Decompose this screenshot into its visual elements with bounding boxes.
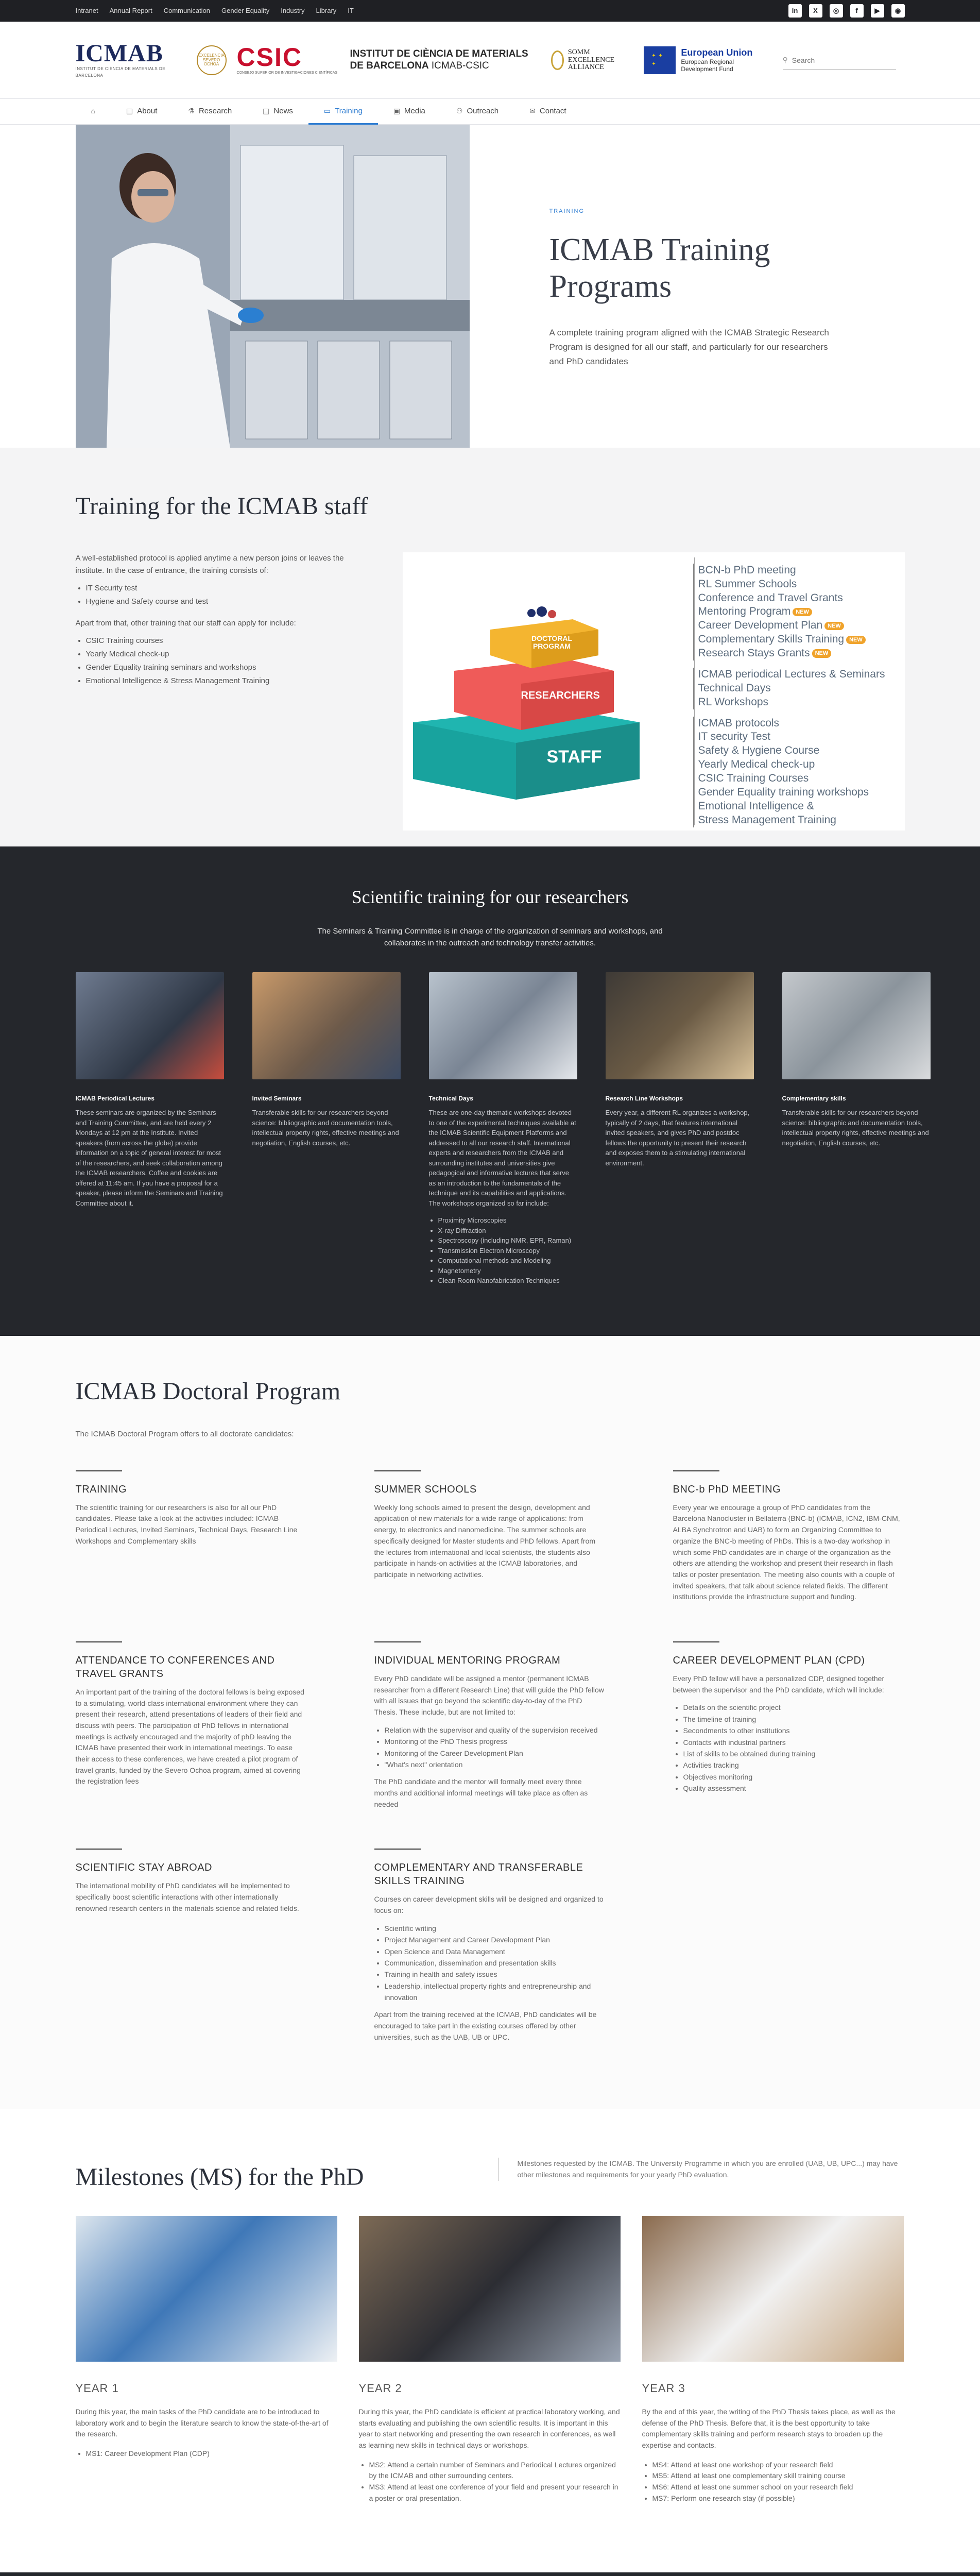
news-icon: ▤	[263, 107, 270, 115]
card-name: Technical Days	[428, 1095, 473, 1103]
list-item: • Open Science and Data Management	[385, 1946, 606, 1957]
training-group	[693, 668, 900, 709]
list-item: • Proximity Microscopies	[438, 1215, 577, 1226]
pyramid-middle-label: RESEARCHERS	[521, 689, 600, 701]
doctoral-item-text: Every PhD fellow will have a personalized CDP, designed together between the supervisor and the PhD candidate, which will include:	[673, 1674, 885, 1694]
researchers-subtitle: The Seminars & Training Committee is in charge of the organization of seminars and workshops, and collaborates in the outreach and technology transfer activities.	[317, 926, 663, 947]
top-link[interactable]: Intranet	[75, 6, 98, 14]
icmab-logo[interactable]	[76, 41, 186, 79]
researcher-card	[252, 972, 401, 1286]
doctoral-item-title: BNC-b PhD MEETING	[673, 1483, 781, 1495]
hero-section	[0, 125, 980, 448]
doctoral-item-text: Every year we encourage a group of PhD candidates from the Barcelona Nanocluster in Bellaterra (BNC-b) (ICMAB, ICN2, IBM-CNM, ALBA Synchrotron and UAB) to form an Organizing Committee to organize the BNC-b meeting of PhDs. This is a two-day workshop in which some PhD candidates are in charge of the organization as the others are attending the workshop and present their research in flash talks or poster presentation. The meeting also counts with a couple of invited speakers, that talk about science related fields. The different institutions provide the infrastructure support and funding.	[673, 1503, 900, 1601]
hero-title: ICMAB Training Programs	[549, 232, 770, 304]
researcher-card	[76, 972, 224, 1286]
nav-item-media[interactable]	[378, 99, 441, 125]
doctoral-item-title: TRAINING	[75, 1483, 127, 1495]
list-item: • IT Security test	[86, 582, 351, 595]
training-group	[693, 564, 900, 660]
training-item-label: Safety & Hygiene Course	[698, 744, 820, 757]
doctoral-item	[673, 1641, 905, 1815]
new-badge: NEW	[846, 636, 866, 644]
list-item: • Scientific writing	[385, 1923, 606, 1934]
card-photo	[76, 972, 224, 1079]
training-item	[698, 730, 900, 744]
list-item: • Details on the scientific project	[683, 1702, 905, 1713]
training-item-label: Conference and Travel Grants	[698, 591, 843, 604]
nav-label: About	[137, 106, 158, 115]
milestone-list	[86, 2448, 337, 2460]
training-item-label: RL Summer Schools	[698, 578, 797, 590]
flask-icon: ⚗	[188, 107, 195, 115]
training-item-label: Research Stays Grants	[698, 647, 810, 659]
nav-label: Training	[335, 106, 363, 115]
csic-logo-text: CSIC	[236, 43, 302, 72]
doctoral-title: ICMAB Doctoral Program	[75, 1378, 341, 1405]
training-pyramid-figure	[403, 552, 905, 831]
doctoral-intro: The ICMAB Doctoral Program offers to all doctorate candidates:	[75, 1429, 294, 1438]
somm-icon	[551, 50, 564, 70]
institute-name-line1: INSTITUT DE CIÈNCIA DE MATERIALS	[350, 48, 528, 60]
hero-description: A complete training program aligned with the ICMAB Strategic Research Program is designed for all our staff, and particularly for our researchers and PhD candidates	[549, 328, 829, 367]
milestones-note: Milestones requested by the ICMAB. The University Programme in which you are enrolled (UAB, UB, UPC...) may have other milestones and requirements for your yearly PhD evaluation.	[498, 2158, 905, 2181]
training-item	[698, 647, 900, 660]
training-item	[698, 696, 900, 709]
training-list	[694, 557, 900, 825]
top-link[interactable]: Communication	[163, 6, 211, 14]
list-item: • Magnetometry	[438, 1266, 577, 1276]
doctoral-item-title: CAREER DEVELOPMENT PLAN (CPD)	[673, 1654, 865, 1666]
milestone-text: During this year, the PhD candidate is efficient at practical laboratory working, and starts evaluating and publishing the own scientific results. It is important in this year to start networking and presenting the own research in conferences, as well as learning new skills in technical days or workshops.	[358, 2407, 620, 2450]
list-item: • Computational methods and Modeling	[438, 1256, 577, 1266]
list-item: • Objectives monitoring	[683, 1771, 905, 1783]
institute-name	[350, 48, 541, 72]
training-item-label: ICMAB protocols	[698, 717, 780, 729]
list-item: • MS1: Career Development Plan (CDP)	[86, 2448, 337, 2460]
card-text	[782, 1108, 931, 1148]
list-item: • The timeline of training	[683, 1714, 905, 1725]
card-text	[606, 1108, 754, 1168]
icmab-logo-sub: INSTITUT DE CIÈNCIA DE MATERIALS DE BARCELONA	[75, 66, 166, 78]
nav-item-outreach[interactable]	[441, 99, 514, 125]
milestone-year	[359, 2216, 621, 2504]
doctoral-item-text: An important part of the training of the doctoral fellows is being exposed to a stimulating, world-class international environment where they can present their research, attend presentations of leaders of their field and discuss with peers. The participation of PhD fellows in international meetings is actively encouraged and the majority of phD leaving the ICMAB have presented their work in international meetings. To ease their access to these conferences, we have created a pilot program of travel grants, funded by the Severo Ochoa program, aimed at covering the registration fees	[75, 1687, 304, 1786]
pyramid-bottom-label: STAFF	[546, 747, 602, 767]
list-item: • MS2: Attend a certain number of Seminars and Periodical Lectures organized by the ICMAB and other surrounding centers.	[369, 2460, 621, 2482]
top-link[interactable]: Library	[316, 6, 337, 14]
social-links	[788, 4, 905, 18]
somm-logo[interactable]	[551, 49, 633, 72]
csic-logo[interactable]	[237, 44, 340, 76]
researchers-section	[0, 846, 980, 1336]
milestone-photo	[76, 2216, 337, 2362]
milestones-columns	[76, 2216, 905, 2504]
nav-item-about[interactable]	[111, 99, 173, 125]
staff-training-section	[0, 448, 980, 846]
institute-name-line2: DE BARCELONA	[350, 60, 429, 71]
training-item-label: Career Development Plan	[698, 619, 823, 632]
somm-text: SOMM EXCELLENCE ALLIANCE	[568, 48, 615, 72]
doctoral-item-text: Courses on career development skills will be designed and organized to focus on:	[374, 1895, 604, 1915]
list-item: • MS3: Attend at least one conference of your field and present your research in a poster or oral presentation.	[369, 2482, 621, 2504]
eu-title: European Union	[681, 47, 753, 58]
nav-label: Contact	[539, 106, 566, 115]
card-description: These are one-day thematic workshops devoted to one of the experimental techniques available at the ICMAB Scientific Equipment Platforms and addressed to all our research staff. International experts and researchers from the ICMAB and surrounding institutes and universities give pedagogical and informative lectures that serve as an introduction to the fundamentals of the technique and its capabilities and applications. The workshops organized so far include:	[428, 1109, 576, 1207]
top-link[interactable]: Gender Equality	[221, 6, 270, 14]
divider	[76, 1849, 122, 1850]
card-name: Complementary skills	[782, 1095, 846, 1103]
divider	[374, 1849, 421, 1850]
card-description: Transferable skills for our researchers beyond science: bibliographic and documentation tools, intellectual property rights, effective meetings and negotiation, English courses, etc.	[252, 1109, 399, 1147]
list-item: • MS5: Attend at least one complementary skill training course	[652, 2470, 904, 2482]
card-name: Research Line Workshops	[605, 1095, 683, 1103]
divider	[374, 1470, 421, 1471]
card-photo	[606, 972, 754, 1079]
nav-item-research[interactable]	[173, 99, 247, 125]
list-item: • "What's next" orientation	[385, 1759, 606, 1770]
divider	[76, 1641, 122, 1642]
top-link[interactable]: Industry	[281, 6, 305, 14]
doctoral-item-list	[385, 1923, 606, 2004]
card-list	[438, 1215, 577, 1286]
list-item: • Leadership, intellectual property rights and entrepreneurship and innovation	[385, 1980, 606, 2004]
researcher-card	[782, 972, 931, 1286]
card-text	[252, 1108, 401, 1148]
severo-ochoa-seal: EXCELENCIA SEVERO OCHOA	[197, 45, 227, 75]
top-link[interactable]: IT	[348, 6, 354, 14]
main-nav	[0, 99, 980, 125]
eu-logo	[644, 46, 767, 74]
nav-label: News	[273, 106, 293, 115]
list-item: • Training in health and safety issues	[385, 1969, 606, 1980]
nav-label: Outreach	[467, 106, 499, 115]
list-item: • MS4: Attend at least one workshop of your research field	[652, 2460, 904, 2471]
training-item	[698, 744, 900, 758]
search-input[interactable]	[792, 56, 896, 64]
nav-item-home[interactable]	[76, 99, 111, 125]
training-item-label: Stress Management Training	[698, 814, 836, 826]
training-item-label: Mentoring Program	[698, 605, 791, 618]
list-item: • Monitoring of the Career Development Plan	[385, 1748, 606, 1759]
milestone-year-title: YEAR 1	[75, 2381, 119, 2395]
top-links	[76, 6, 354, 16]
institute-name-short: ICMAB-CSIC	[428, 60, 489, 71]
training-item-label: CSIC Training Courses	[698, 772, 809, 785]
doctoral-grid	[76, 1470, 905, 2048]
training-item	[698, 682, 900, 696]
search-icon: ⚲	[782, 56, 788, 64]
hero-lab-photo	[76, 125, 470, 448]
eu-subtitle: European Regional Development Fund	[681, 58, 734, 73]
milestone-list	[652, 2460, 904, 2504]
training-item	[698, 800, 900, 814]
training-item-label: IT security Test	[698, 731, 770, 743]
book-icon: ▭	[323, 107, 331, 115]
doctoral-item-list	[683, 1702, 905, 1794]
divider	[76, 1470, 122, 1471]
pyramid-top-label: DOCTORAL PROGRAM	[531, 634, 573, 651]
icmab-logo-text: ICMAB	[75, 40, 163, 67]
milestone-photo	[359, 2216, 621, 2362]
training-item	[698, 814, 900, 827]
training-item	[698, 591, 900, 605]
milestones-section	[0, 2109, 980, 2572]
milestone-photo	[642, 2216, 904, 2362]
training-item	[698, 633, 900, 647]
x-icon[interactable]: X	[809, 4, 822, 18]
milestone-text: By the end of this year, the writing of the PhD Thesis takes place, as well as the defense of the PhD Thesis. Before that, it is the best opportunity to take complementary skills training and perform research stays to broaden up the expertise and contacts.	[642, 2407, 896, 2450]
staff-intro: A well-established protocol is applied anytime a new person joins or leaves the institute. In the case of entrance, the training consists of:	[75, 553, 344, 575]
training-item	[698, 772, 900, 786]
footer	[0, 2572, 980, 2576]
doctoral-item	[76, 1470, 307, 1608]
top-bar	[0, 0, 980, 22]
training-item-label: Complementary Skills Training	[698, 633, 845, 646]
doctoral-item	[374, 1470, 606, 1608]
doctoral-section	[0, 1336, 980, 2109]
list-item: • Project Management and Career Development Plan	[385, 1934, 606, 1945]
list-item: • Gender Equality training seminars and workshops	[86, 662, 351, 674]
list-item: • Spectroscopy (including NMR, EPR, Raman)	[438, 1235, 577, 1246]
list-item: • Yearly Medical check-up	[86, 648, 351, 660]
list-item: • CSIC Training courses	[86, 635, 351, 647]
building-icon: ▥	[126, 107, 133, 115]
card-photo	[429, 972, 577, 1079]
card-name: Invited Seminars	[252, 1095, 302, 1103]
milestone-list	[369, 2460, 621, 2504]
doctoral-item-title: ATTENDANCE TO CONFERENCES AND TRAVEL GRANTS	[75, 1654, 275, 1680]
facebook-icon[interactable]: f	[850, 4, 864, 18]
list-item: • Emotional Intelligence & Stress Management Training	[86, 675, 351, 687]
training-item-label: Gender Equality training workshops	[698, 786, 869, 798]
card-text	[76, 1108, 224, 1208]
list-item: • Transmission Electron Microscopy	[438, 1246, 577, 1256]
doctoral-item	[374, 1641, 606, 1815]
list-item: • Contacts with industrial partners	[683, 1737, 905, 1748]
nav-label: Research	[198, 106, 232, 115]
home-icon: ⌂	[91, 107, 95, 115]
training-item-label: RL Workshops	[698, 696, 769, 708]
list-item: • X-ray Diffraction	[438, 1226, 577, 1236]
hero-kicker: TRAINING	[549, 208, 585, 214]
list-item: • MS6: Attend at least one summer school on your research field	[652, 2482, 904, 2493]
researcher-card	[429, 972, 577, 1286]
training-item-label: Yearly Medical check-up	[698, 758, 815, 771]
training-item	[698, 578, 900, 591]
site-header	[0, 22, 980, 99]
milestone-year	[642, 2216, 904, 2504]
card-description: Every year, a different RL organizes a workshop, typically of 2 days, that features international invited speakers, and gives PhD and postdoc fellows the opportunity to present their research and exposes them to a stimulating international environment.	[605, 1109, 750, 1167]
training-group	[693, 717, 900, 827]
list-item: • Monitoring of the PhD Thesis progress	[385, 1736, 606, 1747]
researchers-title: Scientific training for our researchers	[351, 887, 629, 907]
people-icon: ⚇	[456, 107, 463, 115]
list-item: • List of skills to be obtained during training	[683, 1748, 905, 1759]
search-box	[783, 51, 896, 70]
staff-apart-list	[86, 635, 351, 687]
new-badge: NEW	[812, 649, 832, 657]
card-name: ICMAB Periodical Lectures	[75, 1095, 154, 1103]
staff-text	[76, 552, 351, 831]
doctoral-item-title: INDIVIDUAL MENTORING PROGRAM	[374, 1654, 561, 1666]
hero-text	[470, 125, 905, 448]
card-photo	[252, 972, 401, 1079]
card-photo	[782, 972, 931, 1079]
doctoral-item-list	[385, 1724, 606, 1771]
linkedin-icon[interactable]: in	[788, 4, 802, 18]
doctoral-item-text: The international mobility of PhD candidates will be implemented to specifically boost scientific interactions with other internationally renowned research centers in the materials science and related fields.	[75, 1882, 299, 1912]
milestones-title: Milestones (MS) for the PhD	[75, 2163, 364, 2191]
doctoral-item-title: SCIENTIFIC STAY ABROAD	[75, 1862, 212, 1874]
card-description: These seminars are organized by the Seminars and Training Committee, and are held every 2 Mondays at 12 pm at the Institute. Invited speakers (from across the globe) provide information on a topic of general interest for most of the researchers, and seek collaboration among the ICMAB researchers. Coffee and cookies are offered at 11:45 am. If you have a proposal for a speaker, please inform the Seminars and Training Committee about it.	[75, 1109, 223, 1207]
training-item-label: BCN-b PhD meeting	[698, 564, 796, 576]
training-item-label: Emotional Intelligence &	[698, 800, 814, 812]
list-item: • Clean Room Nanofabrication Techniques	[438, 1276, 577, 1286]
training-item	[698, 564, 900, 578]
flickr-icon[interactable]: ◉	[891, 4, 905, 18]
top-link[interactable]: Annual Report	[109, 6, 152, 14]
milestone-year-title: YEAR 2	[358, 2381, 402, 2395]
milestone-year-title: YEAR 3	[642, 2381, 685, 2395]
new-badge: NEW	[793, 608, 812, 616]
doctoral-item	[673, 1470, 905, 1608]
divider	[374, 1641, 421, 1642]
doctoral-item-title: SUMMER SCHOOLS	[374, 1483, 477, 1495]
training-item	[698, 619, 900, 633]
training-item	[698, 605, 900, 619]
doctoral-item	[374, 1849, 606, 2048]
divider	[673, 1641, 719, 1642]
training-item-label: ICMAB periodical Lectures & Seminars	[698, 668, 885, 680]
nav-item-contact[interactable]	[514, 99, 581, 125]
doctoral-item-note: The PhD candidate and the mentor will formally meet every three months and additional informal meetings will take place as often as needed	[374, 1777, 588, 1808]
image-icon: ▣	[393, 107, 401, 115]
training-item	[698, 668, 900, 682]
list-item: • MS7: Perform one research stay (if possible)	[652, 2493, 904, 2504]
doctoral-item-text: Every PhD candidate will be assigned a mentor (permanent ICMAB researcher from a different Research Line) that will guide the PhD fellow with all issues that go beyond the scientific day-to-day of the PhD Thesis. These include, but are not limited to:	[374, 1674, 604, 1717]
staff-apart: Apart from that, other training that our staff can apply for include:	[75, 618, 296, 628]
staff-title: Training for the ICMAB staff	[75, 493, 368, 520]
nav-label: Media	[404, 106, 425, 115]
list-item: • Hygiene and Safety course and test	[86, 596, 351, 608]
list-item: • Secondments to other institutions	[683, 1725, 905, 1736]
list-item: • Relation with the supervisor and quality of the supervision received	[385, 1724, 606, 1736]
nav-item-training[interactable]	[308, 99, 378, 125]
list-item: • Communication, dissemination and presentation skills	[385, 1957, 606, 1969]
training-item-label: Technical Days	[698, 682, 771, 694]
youtube-icon[interactable]: ▶	[871, 4, 884, 18]
researcher-cards	[75, 972, 929, 1286]
divider	[673, 1470, 719, 1471]
new-badge: NEW	[824, 622, 844, 630]
doctoral-item-text: Weekly long schools aimed to present the design, development and application of new materials for a wide range of applications: from energy, to electronics and nanomedicine. The summer schools are specifically designed for Master students and PhD fellows. Apart from the lectures from international and local scientists, the students also participate in hands-on activities at the ICMAB laboratories, and participate in networking activities.	[374, 1503, 596, 1579]
training-item	[698, 758, 900, 772]
training-item	[698, 786, 900, 800]
doctoral-item-title: COMPLEMENTARY AND TRANSFERABLE SKILLS TRAINING	[374, 1862, 583, 1887]
researcher-card	[606, 972, 754, 1286]
nav-item-news[interactable]	[247, 99, 308, 125]
doctoral-item-text: The scientific training for our researchers is also for all our PhD candidates. Please take a look at the activities included: ICMAB Periodical Lectures, Invited Seminars, Technical Days, Research Line Workshops and Complementary skills	[75, 1503, 298, 1545]
doctoral-item	[76, 1849, 307, 2048]
list-item: • Activities tracking	[683, 1759, 905, 1771]
list-item: • Quality assessment	[683, 1783, 905, 1794]
training-item	[698, 717, 900, 731]
eu-flag-icon: ✦ ✦ ✦	[644, 46, 676, 74]
pyramid	[403, 552, 691, 831]
staff-intro-list	[86, 582, 351, 608]
instagram-icon[interactable]: ◎	[830, 4, 843, 18]
card-text	[429, 1108, 577, 1286]
mail-icon: ✉	[529, 107, 536, 115]
doctoral-item-note: Apart from the training received at the ICMAB, PhD candidates will be encouraged to take part in the existing courses offered by other universities, such as the UAB, UB or UPC.	[374, 2010, 597, 2041]
csic-logo-sub: CONSEJO SUPERIOR DE INVESTIGACIONES CIENTÍFICAS	[236, 71, 338, 75]
milestone-text: During this year, the main tasks of the PhD candidate are to be introduced to laboratory work and to begin the literature search to know the state-of-the-art of the research.	[75, 2407, 329, 2438]
doctoral-item	[76, 1641, 307, 1815]
card-description: Transferable skills for our researchers beyond science: bibliographic and documentation tools, intellectual property rights, effective meetings and negotiation, English courses, etc.	[782, 1109, 929, 1147]
milestone-year	[76, 2216, 337, 2504]
